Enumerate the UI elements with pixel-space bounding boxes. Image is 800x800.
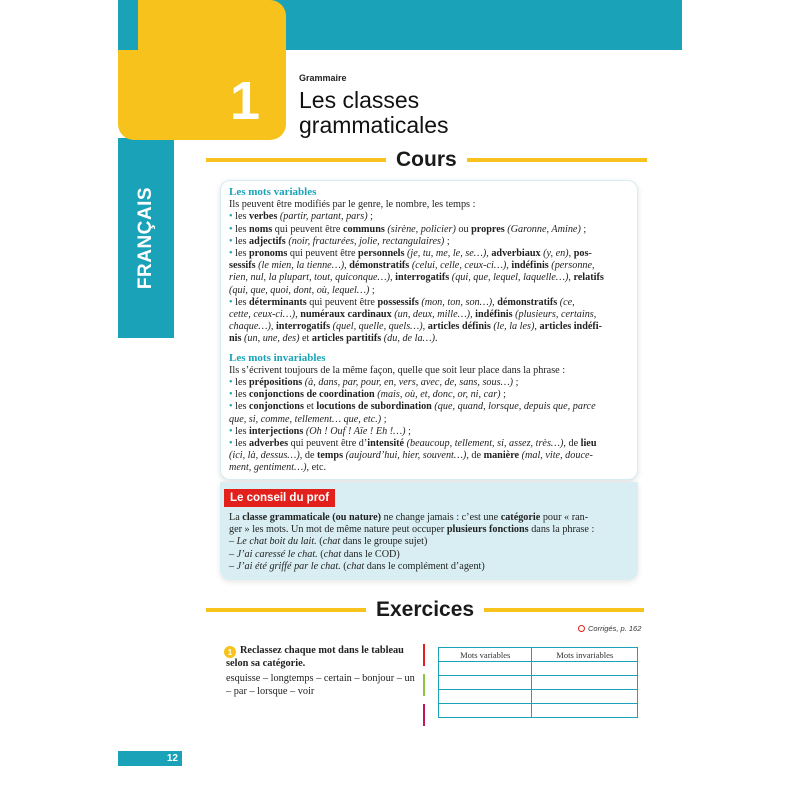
answer-cell[interactable]	[439, 704, 532, 718]
answer-cell[interactable]	[532, 690, 638, 704]
list-item: • les noms qui peuvent être communs (sirène, policier) ou propres (Garonne, Amine) ;	[229, 223, 587, 235]
mark-red	[423, 644, 425, 666]
invariables-intro: Ils s’écrivent toujours de la même façon, quelle que soit leur place dans la phrase :	[229, 364, 566, 376]
exercise-number-badge: 1	[224, 646, 236, 658]
heading-rule-left	[206, 158, 386, 162]
heading-rule-left	[206, 608, 366, 612]
target-icon	[578, 625, 585, 632]
exercices-heading: Exercices	[206, 598, 644, 622]
list-item: • les conjonctions et locutions de subordination (que, quand, lorsque, depuis que, parce	[229, 401, 596, 413]
table-row	[439, 704, 638, 718]
answer-cell[interactable]	[439, 662, 532, 676]
list-item: • les adjectifs (noir, fracturées, jolie, rectangulaires) ;	[229, 235, 450, 247]
chapter-number-box	[118, 0, 286, 140]
list-item: • les conjonctions de coordination (mais, où, et, donc, or, ni, car) ;	[229, 389, 506, 401]
cours-content: Les mots variables Ils peuvent être modifiés par le genre, le nombre, les temps : • les verbes (partir, partant, pars) ; • les noms qui peuvent être communs (sirène, policier) ou propres (Garonne, Amine) ; • les adjectifs (noir, fracturées, jolie, rectangulaires) ; • les pronoms qui peuvent être personnels (je, tu, me, le, se…), adverbiaux (y, en), pos- sessifs (le mien, la tienne…), démonstratifs (celui, celle, ceux-ci…), indéfinis (personne, rien, nul, la plupart, tout, quiconque…), interrogatifs (qui, que, lequel, laquelle…), relatifs (qui, que, quoi, dont, où, lequel…) ; • les déterminants qui peuvent être possessifs (mon, ton, son…), démonstratifs (ce, cette, ceux-ci…), numéraux cardinaux (un, deux, mille…), indéfinis (plusieurs, certains, chaque…), interrogatifs (quel, quelle, quels…), articles définis (le, la les), articles indéfi- nis (un, une, des) et articles partitifs (du, de la…). Les mots invariables Ils s’écrivent toujours de la même façon, quelle que soit leur place dans la phrase : • les prépositions (à, dans, par, pour, en, vers, avec, de, sans, sous…) ; • les conjonctions de coordination (mais, où, et, donc, or, ni, car) ; • les conjonctions et locutions de subordination (que, quand, lorsque, depuis que, parce que, si, comme, tellement… que, etc.) ; • les interjections (Oh ! Ouf ! Aïe ! Eh !…) ; • les adverbes qui peuvent être d’intensité (beaucoup, tellement, si, assez, très…), de lieu (ici, là, dessus…), de temps (aujourd’hui, hier, souvent…), de manière (mal, vite, douce- ment, gentiment…), etc.	[229, 186, 633, 475]
answer-cell[interactable]	[439, 690, 532, 704]
chapter-category: Grammaire	[299, 73, 347, 83]
page-number: 12	[166, 753, 178, 764]
answer-cell[interactable]	[439, 676, 532, 690]
cours-heading: Cours	[206, 148, 647, 172]
chapter-number: 1	[230, 71, 261, 131]
conseil-tag: Le conseil du prof	[224, 489, 335, 507]
exercise-instruction: Reclassez chaque mot dans le tableau selon sa catégorie.	[226, 645, 404, 669]
list-item: • les adverbes qui peuvent être d’intensité (beaucoup, tellement, si, assez, très…), de lieu	[229, 438, 597, 450]
table-row	[439, 690, 638, 704]
list-item: • les déterminants qui peuvent être possessifs (mon, ton, son…), démonstratifs (ce,	[229, 296, 575, 308]
answer-cell[interactable]	[532, 662, 638, 676]
column-header-invariables: Mots invariables	[532, 648, 638, 662]
subheading-invariables: Les mots invariables	[229, 351, 326, 364]
mark-green	[423, 674, 425, 696]
list-item: • les verbes (partir, partant, pars) ;	[229, 211, 373, 223]
exercise-word-list: esquisse – longtemps – certain – bonjour – un – par – lorsque – voir	[226, 673, 415, 697]
list-item: • les prépositions (à, dans, par, pour, en, vers, avec, de, sans, sous…) ;	[229, 377, 519, 389]
heading-rule-right	[467, 158, 647, 162]
conseil-content: La classe grammaticale (ou nature) ne change jamais : c’est une catégorie pour « ran- ger » les mots. Un mot de même nature peut occuper plusieurs fonctions dans la phrase : – Le chat boit du lait. (chat dans le groupe sujet) – J’ai caressé le chat. (chat dans le COD) – J’ai été griffé par le chat. (chat dans le complément d’agent)	[229, 512, 595, 572]
answer-cell[interactable]	[532, 704, 638, 718]
list-item: • les pronoms qui peuvent être personnels (je, tu, me, le, se…), adverbiaux (y, en), pos-	[229, 248, 592, 260]
page-title: Les classes grammaticales	[299, 87, 449, 138]
table-row	[439, 662, 638, 676]
answer-cell[interactable]	[532, 676, 638, 690]
variables-intro: Ils peuvent être modifiés par le genre, le nombre, les temps :	[229, 199, 476, 211]
mark-magenta	[423, 704, 425, 726]
list-item: • les interjections (Oh ! Ouf ! Aïe ! Eh !…) ;	[229, 425, 411, 437]
subheading-variables: Les mots variables	[229, 186, 317, 198]
heading-rule-right	[484, 608, 644, 612]
subject-label: FRANÇAIS	[135, 186, 157, 290]
answer-table	[438, 647, 638, 718]
corriges-link[interactable]: Corrigés, p. 162	[578, 624, 641, 633]
difficulty-marks	[423, 644, 426, 734]
column-header-variables: Mots variables	[439, 648, 532, 662]
table-row	[439, 676, 638, 690]
